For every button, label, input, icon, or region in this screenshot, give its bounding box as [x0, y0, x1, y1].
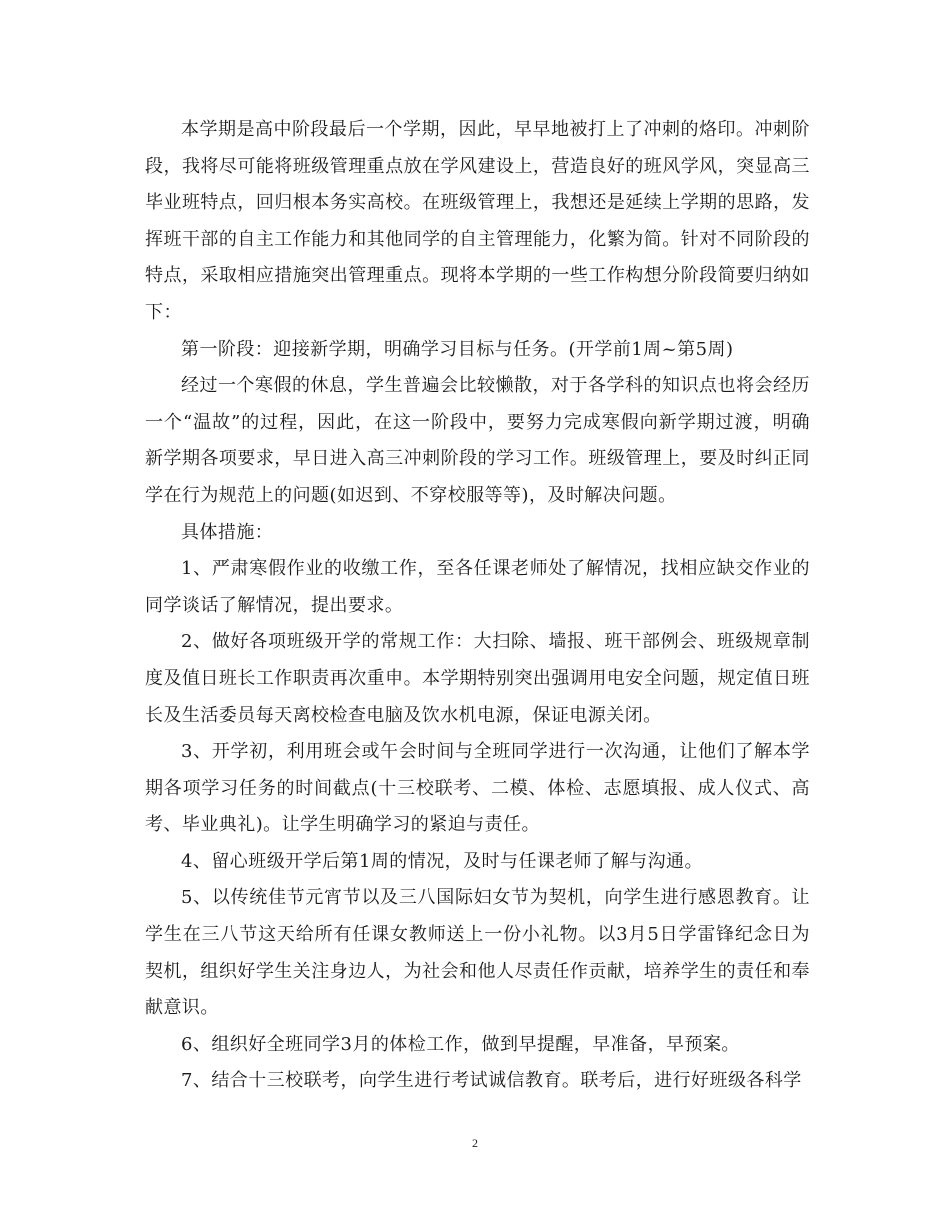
page-number: 2 [472, 1136, 478, 1150]
body-text [145, 112, 810, 1100]
paragraph-measure-2: 2、做好各项班级开学的常规工作：大扫除、墙报、班干部例会、班级规章制度及值日班长工作职责再次重申。本学期特别突出强调用电安全问题，规定值日班长及生活委员每天离校检查电脑及饮水机电源，保证电源关闭。 [145, 631, 810, 726]
paragraph-measure-6: 6、组织好全班同学3月的体检工作，做到早提醒，早准备，早预案。 [181, 1033, 740, 1055]
paragraph-measure-5: 5、以传统佳节元宵节以及三八国际妇女节为契机，向学生进行感恩教育。让学生在三八节这天给所有任课女教师送上一份小礼物。以3月5日学雷锋纪念日为契机，组织好学生关注身边人，为社会和他人尽责任作贡献，培养学生的责任和奉献意识。 [145, 887, 810, 1019]
paragraph-measures-heading: 具体措施： [181, 521, 274, 543]
paragraph-measure-7: 7、结合十三校联考，向学生进行考试诚信教育。联考后，进行好班级各科学 [181, 1070, 802, 1092]
paragraph-measure-3: 3、开学初，利用班会或午会时间与全班同学进行一次沟通，让他们了解本学期各项学习任务的时间截点(十三校联考、二模、体检、志愿填报、成人仪式、高考、毕业典礼)。让学生明确学习的紧迫与责任。 [145, 741, 810, 836]
paragraph-stage-one-description: 经过一个寒假的休息，学生普遍会比较懒散，对于各学科的知识点也将会经历一个“温故”的过程，因此，在这一阶段中，要努力完成寒假向新学期过渡，明确新学期各项要求，早日进入高三冲刺阶段的学习工作。班级管理上，要及时纠正同学在行为规范上的问题(如迟到、不穿校服等等)，及时解决问题。 [145, 375, 810, 506]
paragraph-stage-one-heading: 第一阶段：迎接新学期，明确学习目标与任务。(开学前1周~第5周) [181, 338, 734, 360]
paragraph-measure-4: 4、留心班级开学后第1周的情况，及时与任课老师了解与沟通。 [181, 850, 703, 872]
paragraph-measure-1: 1、严肃寒假作业的收缴工作，至各任课老师处了解情况，找相应缺交作业的同学谈话了解情况，提出要求。 [145, 558, 810, 616]
paragraph-intro: 本学期是高中阶段最后一个学期，因此，早早地被打上了冲刺的烙印。冲刺阶段，我将尽可能将班级管理重点放在学风建设上，营造良好的班风学风，突显高三毕业班特点，回归根本务实高校。在班级管理上，我想还是延续上学期的思路，发挥班干部的自主工作能力和其他同学的自主管理能力，化繁为简。针对不同阶段的特点，采取相应措施突出管理重点。现将本学期的一些工作构想分阶段简要归纳如下： [145, 119, 810, 323]
